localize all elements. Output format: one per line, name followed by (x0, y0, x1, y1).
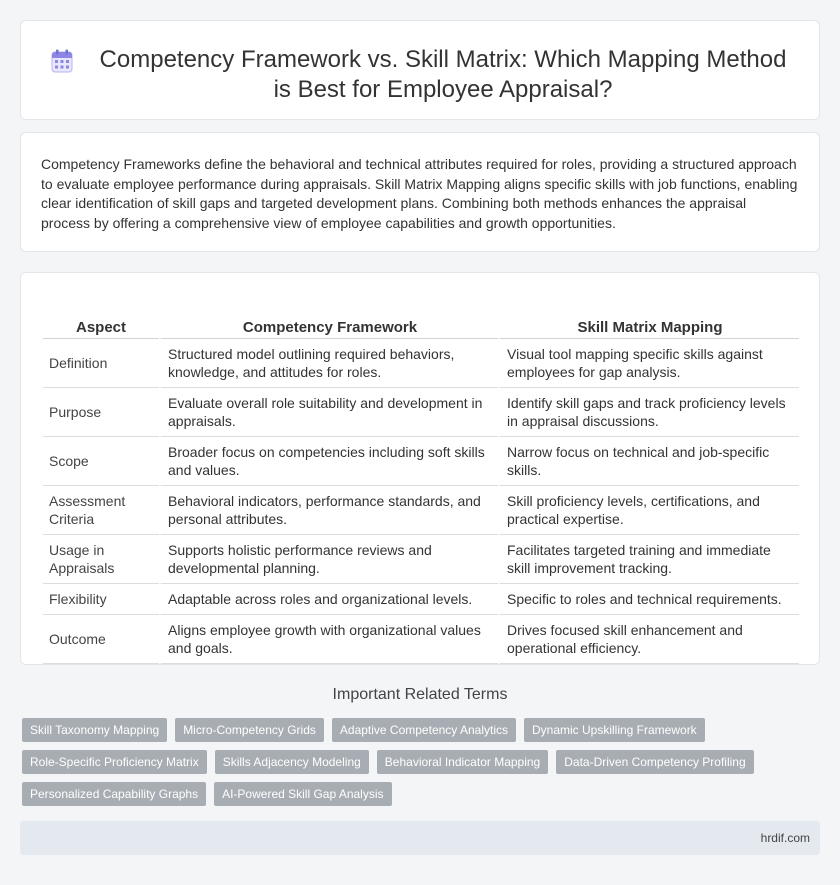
table-row (43, 388, 799, 437)
table-row (43, 584, 799, 615)
row-competency-cell: Broader focus on competencies including soft skills and values. (159, 437, 498, 486)
related-term-tag[interactable]: Data-Driven Competency Profiling (556, 750, 753, 774)
related-term-tag[interactable]: Personalized Capability Graphs (22, 782, 206, 806)
row-competency-cell: Supports holistic performance reviews and developmental planning. (159, 535, 498, 584)
row-skill-matrix-cell: Visual tool mapping specific skills against employees for gap analysis. (498, 339, 799, 388)
table-row (43, 486, 799, 535)
related-term-tag[interactable]: Dynamic Upskilling Framework (524, 718, 705, 742)
table-row (43, 615, 799, 664)
related-term-tag[interactable]: Behavioral Indicator Mapping (377, 750, 548, 774)
comparison-table (43, 293, 799, 664)
row-skill-matrix-cell: Identify skill gaps and track proficiency levels in appraisal discussions. (498, 388, 799, 437)
comparison-card (20, 272, 820, 665)
row-aspect: Definition (43, 339, 159, 388)
row-skill-matrix-cell: Specific to roles and technical requirements. (498, 584, 799, 615)
row-aspect: Purpose (43, 388, 159, 437)
row-competency-cell: Evaluate overall role suitability and development in appraisals. (159, 388, 498, 437)
row-aspect: Flexibility (43, 584, 159, 615)
footer-site-link[interactable]: hrdif.com (760, 831, 810, 845)
table-row (43, 339, 799, 388)
related-term-tag[interactable]: Adaptive Competency Analytics (332, 718, 516, 742)
table-header-row (43, 293, 799, 339)
intro-card (20, 132, 820, 252)
header-skill-matrix: Skill Matrix Mapping (498, 293, 799, 339)
related-term-tag[interactable]: Skills Adjacency Modeling (215, 750, 369, 774)
row-aspect: Assessment Criteria (43, 486, 159, 535)
header-competency-framework: Competency Framework (159, 293, 498, 339)
related-terms-title: Important Related Terms (332, 686, 508, 703)
header-aspect: Aspect (43, 293, 159, 339)
row-competency-cell: Structured model outlining required behaviors, knowledge, and attitudes for roles. (159, 339, 498, 388)
row-competency-cell: Behavioral indicators, performance standards, and personal attributes. (159, 486, 498, 535)
row-skill-matrix-cell: Drives focused skill enhancement and operational efficiency. (498, 615, 799, 664)
row-skill-matrix-cell: Facilitates targeted training and immediate skill improvement tracking. (498, 535, 799, 584)
table-row (43, 437, 799, 486)
title-card (20, 20, 820, 120)
footer (20, 821, 820, 855)
row-competency-cell: Adaptable across roles and organizational levels. (159, 584, 498, 615)
row-competency-cell: Aligns employee growth with organizational values and goals. (159, 615, 498, 664)
table-row (43, 535, 799, 584)
related-terms-list (22, 718, 812, 806)
intro-paragraph: Competency Frameworks define the behavioral and technical attributes required for roles, providing a structured approach to evaluate employee performance during appraisals. Skill Matrix Mapping aligns specific skills with job functions, enabling clear identification of skill gaps and targeted development plans. Combining both methods enhances the appraisal process by offering a comprehensive view of employee capabilities and growth opportunities. (41, 156, 798, 231)
related-term-tag[interactable]: Skill Taxonomy Mapping (22, 718, 167, 742)
related-term-tag[interactable]: Micro-Competency Grids (175, 718, 324, 742)
page-title: Competency Framework vs. Skill Matrix: Which Mapping Method is Best for Employee Appraisal? (99, 46, 787, 103)
row-aspect: Usage in Appraisals (43, 535, 159, 584)
row-aspect: Outcome (43, 615, 159, 664)
related-term-tag[interactable]: Role-Specific Proficiency Matrix (22, 750, 207, 774)
row-skill-matrix-cell: Narrow focus on technical and job-specific skills. (498, 437, 799, 486)
row-skill-matrix-cell: Skill proficiency levels, certifications, and practical expertise. (498, 486, 799, 535)
row-aspect: Scope (43, 437, 159, 486)
calendar-icon (51, 49, 73, 73)
related-term-tag[interactable]: AI-Powered Skill Gap Analysis (214, 782, 391, 806)
